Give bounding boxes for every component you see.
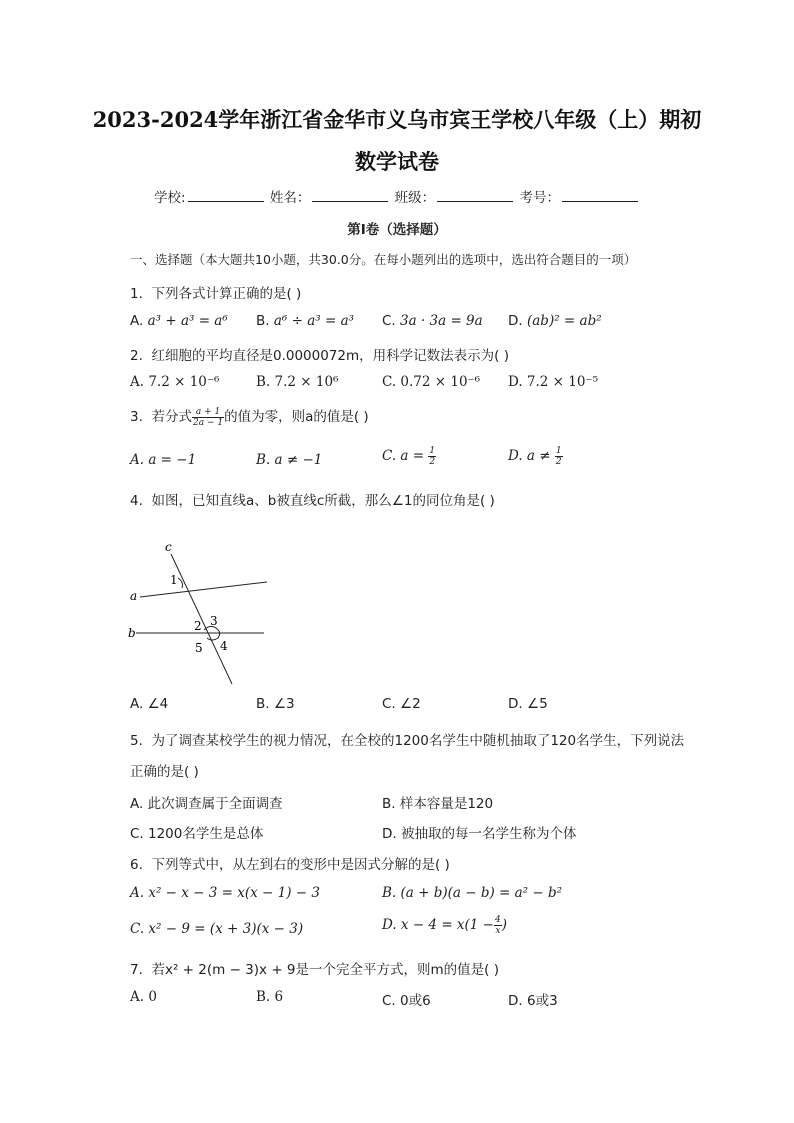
q3-option-a[interactable]: A. a = −1: [130, 452, 197, 468]
fraction: $\frac{a + 1}{2a - 1}$: [192, 406, 224, 428]
q6-option-d[interactable]: D. x − 4 = x(1 − $\frac{4}{x}$ ): [382, 915, 508, 936]
exam-title-line2: 数学试卷: [355, 149, 439, 174]
class-label: 班级：: [394, 190, 436, 206]
q4-option-d[interactable]: D. ∠5: [508, 696, 548, 712]
q3-option-d[interactable]: D. a ≠ $\frac{1}{2}$: [508, 446, 562, 467]
label-1: 1: [170, 573, 178, 587]
question-1: [130, 282, 301, 302]
q1-option-c[interactable]: C. 3a · 3a = 9a: [382, 313, 483, 329]
question-5-line2: 正确的是( ): [130, 764, 199, 780]
q2-option-a[interactable]: A. 7.2 × 10⁻⁶: [130, 374, 220, 390]
q4-option-c[interactable]: C. ∠2: [382, 696, 421, 712]
question-number: 4.: [130, 493, 143, 509]
label-a: a: [130, 589, 138, 603]
school-label: 学校:: [154, 190, 186, 206]
name-blank[interactable]: [312, 189, 388, 202]
q7-option-b[interactable]: B. 6: [256, 989, 284, 1005]
label-2: 2: [194, 619, 202, 633]
q6-option-a[interactable]: A. x² − x − 3 = x(x − 1) − 3: [130, 885, 320, 901]
q1-option-d[interactable]: D. (ab)² = ab²: [508, 313, 602, 329]
question-number: 5.: [130, 733, 143, 749]
q2-option-b[interactable]: B. 7.2 × 10⁶: [256, 374, 339, 390]
q2-option-d[interactable]: D. 7.2 × 10⁻⁵: [508, 374, 599, 390]
q3-option-b[interactable]: B. a ≠ −1: [256, 452, 323, 468]
question-number: 6.: [130, 857, 143, 873]
question-number: 3.: [130, 409, 143, 425]
question-number: 2.: [130, 348, 143, 364]
question-number: 1.: [130, 286, 143, 302]
question-7: [130, 958, 499, 978]
name-label: 姓名：: [269, 190, 311, 206]
question-2: [130, 344, 509, 364]
volume-title: 第Ⅰ卷（选择题）: [347, 222, 447, 238]
q5-option-d[interactable]: D. 被抽取的每一名学生称为个体: [382, 826, 577, 842]
label-3: 3: [210, 614, 218, 628]
label-4: 4: [220, 639, 228, 653]
line-a: [140, 582, 267, 597]
q4-option-a[interactable]: A. ∠4: [130, 696, 169, 712]
student-info-row: [0, 186, 794, 206]
q5-option-a[interactable]: A. 此次调查属于全面调查: [130, 796, 283, 812]
q5-option-b[interactable]: B. 样本容量是120: [382, 796, 494, 812]
q7-option-c[interactable]: C. 0或6: [382, 993, 431, 1009]
q7-option-d[interactable]: D. 6或3: [508, 993, 558, 1009]
q6-option-c[interactable]: C. x² − 9 = (x + 3)(x − 3): [130, 921, 304, 937]
label-5: 5: [195, 641, 203, 655]
class-blank[interactable]: [437, 189, 513, 202]
q7-option-a[interactable]: A. 0: [130, 989, 157, 1005]
label-b: b: [128, 626, 136, 640]
q6-option-b[interactable]: B. (a + b)(a − b) = a² − b²: [382, 885, 563, 901]
angle-1-arc: [178, 578, 183, 588]
question-text: 下列等式中，从左到右的变形中是因式分解的是( ): [151, 857, 450, 873]
parallel-lines-figure: [122, 538, 282, 688]
label-c: c: [165, 540, 172, 554]
exam-title-line1: 2023-2024学年浙江省金华市义乌市宾王学校八年级（上）期初: [92, 107, 702, 132]
number-blank[interactable]: [562, 189, 638, 202]
q1-option-a[interactable]: A. a³ + a³ = a⁶: [130, 313, 228, 329]
question-number: 7.: [130, 962, 143, 978]
part-heading: 一、选择题（本大题共10小题，共30.0分。在每小题列出的选项中，选出符合题目的一项）: [130, 252, 637, 267]
question-text: 如图，已知直线a、b被直线c所截，那么∠1的同位角是( ): [151, 493, 495, 509]
q1-option-b[interactable]: B. a⁶ ÷ a³ = a³: [256, 313, 355, 329]
number-label: 考号：: [519, 190, 560, 206]
question-text: 红细胞的平均直径是0.0000072m，用科学记数法表示为( ): [151, 348, 509, 364]
q5-option-c[interactable]: C. 1200名学生是总体: [130, 826, 264, 842]
question-3: 3. 若分式 $\frac{a + 1}{2a - 1}$ 的值为零，则a的值是( ): [130, 406, 369, 428]
question-6: [130, 853, 450, 873]
q3-option-c[interactable]: C. a = $\frac{1}{2}$: [382, 446, 436, 467]
question-5: [130, 729, 684, 749]
question-text-line1: 为了调查某校学生的视力情况，在全校的1200名学生中随机抽取了120名学生，下列说法: [151, 733, 685, 749]
question-text: 若x² + 2(m − 3)x + 9是一个完全平方式，则m的值是( ): [151, 962, 499, 978]
school-blank[interactable]: [188, 189, 264, 202]
question-4: [130, 489, 495, 509]
question-text: 下列各式计算正确的是( ): [151, 286, 302, 302]
q4-option-b[interactable]: B. ∠3: [256, 696, 295, 712]
q2-option-c[interactable]: C. 0.72 × 10⁻⁶: [382, 374, 481, 390]
